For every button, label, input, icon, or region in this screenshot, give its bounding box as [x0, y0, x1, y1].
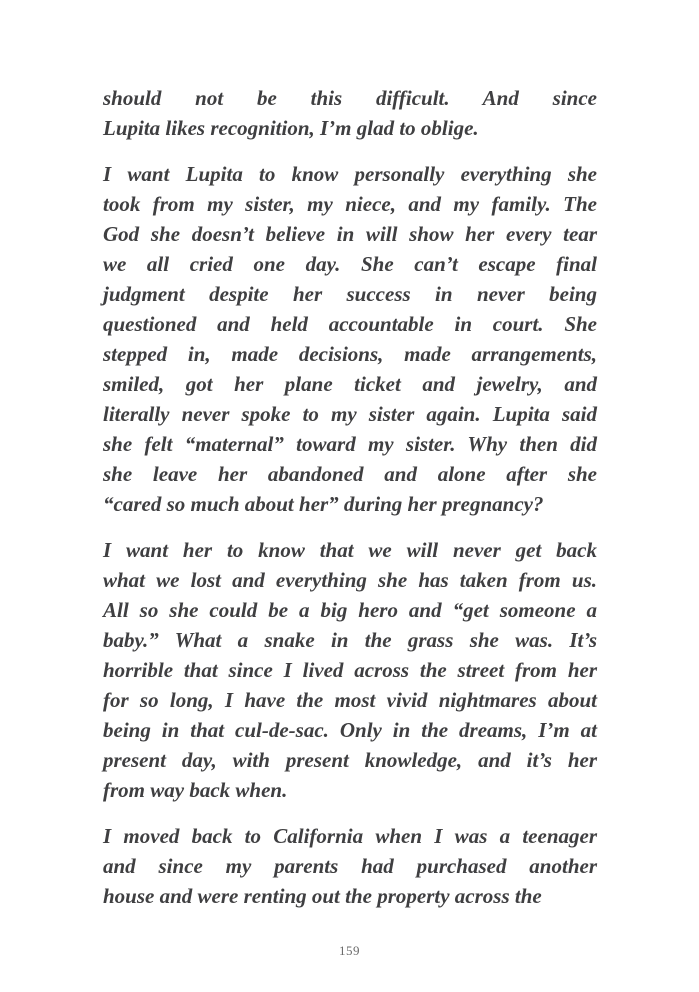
text-line: took from my sister, my niece, and my family. The: [103, 192, 597, 216]
text-line: present day, with present knowledge, and it’s her: [103, 748, 597, 772]
text-line: I want her to know that we will never get back: [103, 538, 597, 562]
paragraph: [103, 535, 597, 805]
text-line: from way back when.: [103, 778, 288, 802]
text-line: and since my parents had purchased another: [103, 854, 597, 878]
paragraph: [103, 83, 597, 143]
paragraph: [103, 159, 597, 519]
text-line: smiled, got her plane ticket and jewelry, and: [103, 372, 597, 396]
text-line: for so long, I have the most vivid nightmares about: [103, 688, 597, 712]
text-line: being in that cul-de-sac. Only in the dreams, I’m at: [103, 718, 597, 742]
text-line: literally never spoke to my sister again. Lupita said: [103, 402, 597, 426]
text-line: what we lost and everything she has taken from us.: [103, 568, 597, 592]
paragraph: [103, 821, 597, 911]
text-line: she felt “maternal” toward my sister. Why then did: [103, 432, 597, 456]
text-line: Lupita likes recognition, I’m glad to oblige.: [103, 116, 479, 140]
text-line: God she doesn’t believe in will show her every tear: [103, 222, 597, 246]
text-line: she leave her abandoned and alone after she: [103, 462, 597, 486]
text-line: horrible that since I lived across the street from her: [103, 658, 597, 682]
text-line: we all cried one day. She can’t escape final: [103, 252, 597, 276]
page-number: 159: [339, 943, 360, 958]
text-line: stepped in, made decisions, made arrangements,: [103, 342, 597, 366]
text-line: should not be this difficult. And since: [103, 86, 597, 110]
text-line: I want Lupita to know personally everything she: [103, 162, 597, 186]
text-line: judgment despite her success in never being: [103, 282, 597, 306]
text-line: All so she could be a big hero and “get someone a: [103, 598, 597, 622]
text-line: questioned and held accountable in court. She: [103, 312, 597, 336]
text-line: I moved back to California when I was a teenager: [103, 824, 597, 848]
text-block: [103, 83, 597, 911]
text-line: baby.” What a snake in the grass she was. It’s: [103, 628, 597, 652]
text-line: “cared so much about her” during her pregnancy?: [103, 492, 544, 516]
text-line: house and were renting out the property across the: [103, 884, 542, 908]
